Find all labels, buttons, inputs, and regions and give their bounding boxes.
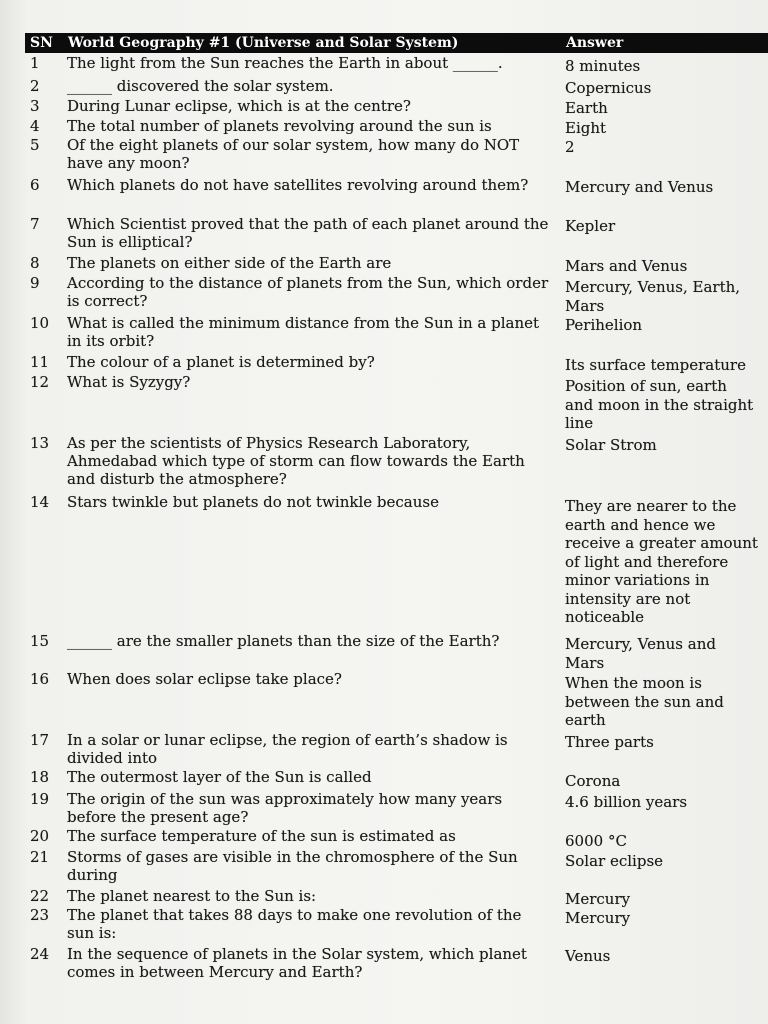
table-row <box>0 434 768 488</box>
table-row <box>0 768 768 791</box>
table-row <box>0 254 768 276</box>
answer-text <box>565 772 620 791</box>
question-line: In a solar or lunar eclipse, the region of earth’s shadow is <box>67 731 508 749</box>
question-text <box>67 54 503 72</box>
question-line: have any moon? <box>67 154 190 172</box>
table-row <box>0 670 768 730</box>
row-number: 15 <box>30 632 50 650</box>
table-row <box>0 97 768 118</box>
answer-line: Mercury and Venus <box>565 178 714 196</box>
answer-text <box>565 178 713 197</box>
row-number: 2 <box>30 77 40 95</box>
table-row <box>0 493 768 627</box>
answer-line: Mars <box>565 296 605 315</box>
table-header <box>25 33 768 53</box>
question-line: According to the distance of planets from the Sun, which order <box>67 274 549 292</box>
answer-text <box>565 356 746 375</box>
answer-text <box>565 909 630 928</box>
table-row <box>0 136 768 172</box>
row-number: 8 <box>30 254 40 272</box>
question-line: divided into <box>67 749 158 767</box>
answer-line: Three parts <box>565 733 654 751</box>
answer-text <box>565 257 687 276</box>
question-line: before the present age? <box>67 808 249 826</box>
question-text <box>67 945 527 981</box>
answer-text <box>565 119 606 138</box>
answer-text <box>565 138 575 157</box>
question-line: The origin of the sun was approximately how many years <box>67 790 503 808</box>
table-row <box>0 848 768 884</box>
question-line: What is Syzygy? <box>67 373 191 391</box>
header-answer-label: Answer <box>566 35 624 51</box>
answer-line: Mercury <box>565 909 631 927</box>
row-number: 3 <box>30 97 40 115</box>
question-line: Stars twinkle but planets do not twinkle because <box>67 493 439 511</box>
answer-line: Corona <box>565 772 621 790</box>
question-line: What is called the minimum distance from the Sun in a planet <box>67 314 540 332</box>
question-line: The total number of planets revolving around the sun is <box>67 117 492 135</box>
question-text <box>67 136 519 172</box>
question-text <box>67 848 518 884</box>
table-row <box>0 790 768 826</box>
answer-line: Eight <box>565 119 607 137</box>
answer-text <box>565 674 724 730</box>
question-line: ______ are the smaller planets than the size of the Earth? <box>67 632 500 650</box>
question-line: The planet nearest to the Sun is: <box>67 887 317 905</box>
question-line: As per the scientists of Physics Research Laboratory, <box>67 434 471 452</box>
question-line: The planets on either side of the Earth are <box>67 254 392 272</box>
answer-line: They are nearer to the <box>565 497 737 515</box>
table-row <box>0 827 768 851</box>
table-row <box>0 945 768 981</box>
question-text <box>67 254 391 272</box>
question-text <box>67 887 316 905</box>
question-line: sun is: <box>67 924 117 942</box>
row-number: 11 <box>30 353 50 371</box>
answer-line: of light and therefore <box>565 552 729 571</box>
row-number: 21 <box>30 848 50 866</box>
table-row <box>0 215 768 251</box>
table-row <box>0 117 768 138</box>
answer-text <box>565 316 642 335</box>
question-line: The light from the Sun reaches the Earth in about ______. <box>67 54 503 72</box>
row-number: 23 <box>30 906 50 924</box>
answer-line: Mars and Venus <box>565 257 688 275</box>
table-row <box>0 176 768 197</box>
answer-text <box>565 947 610 966</box>
question-text <box>67 176 528 194</box>
row-number: 10 <box>30 314 50 332</box>
worksheet-title: World Geography #1 (Universe and Solar System) <box>68 35 459 51</box>
row-number: 22 <box>30 887 50 905</box>
answer-text <box>565 278 740 315</box>
question-line: The surface temperature of the sun is estimated as <box>67 827 456 845</box>
answer-line: Kepler <box>565 217 616 235</box>
answer-line: Its surface temperature <box>565 356 746 374</box>
answer-line: 2 <box>565 138 575 156</box>
row-number: 5 <box>30 136 40 154</box>
answer-line: noticeable <box>565 608 645 626</box>
question-text <box>67 117 492 135</box>
question-text <box>67 373 190 391</box>
row-number: 7 <box>30 215 40 233</box>
question-line: Storms of gases are visible in the chromosphere of the Sun <box>67 848 518 866</box>
question-line: Sun is elliptical? <box>67 233 193 251</box>
answer-line: minor variations in <box>565 571 710 589</box>
question-line: When does solar eclipse take place? <box>67 670 342 688</box>
row-number: 20 <box>30 827 50 845</box>
row-number: 1 <box>30 54 40 72</box>
header-sn-label: SN <box>30 35 53 51</box>
answer-text <box>565 377 753 433</box>
question-text <box>67 768 372 786</box>
answer-line: receive a greater amount <box>565 534 758 552</box>
answer-line: Position of sun, earth <box>565 377 727 395</box>
question-line: Of the eight planets of our solar system, how many do NOT <box>67 136 520 154</box>
table-row <box>0 632 768 672</box>
question-text <box>67 827 456 845</box>
row-number: 13 <box>30 434 50 452</box>
question-line: Which Scientist proved that the path of each planet around the <box>67 215 549 233</box>
table-row <box>0 906 768 942</box>
row-number: 9 <box>30 274 40 292</box>
answer-line: earth <box>565 711 606 729</box>
question-text <box>67 97 411 115</box>
answer-text <box>565 793 687 812</box>
answer-line: 4.6 billion years <box>565 793 688 811</box>
question-line: in its orbit? <box>67 332 155 350</box>
answer-text <box>565 99 608 118</box>
answer-text <box>565 497 758 627</box>
question-text <box>67 314 539 350</box>
table-row <box>0 54 768 76</box>
answer-line: 6000 °C <box>565 832 627 850</box>
answer-line: Solar eclipse <box>565 852 664 870</box>
answer-line: Copernicus <box>565 79 652 97</box>
question-line: is correct? <box>67 292 148 310</box>
row-number: 19 <box>30 790 50 808</box>
question-text <box>67 215 548 251</box>
question-text <box>67 274 548 310</box>
row-number: 17 <box>30 731 50 749</box>
table-row <box>0 314 768 350</box>
answer-line: Perihelion <box>565 316 643 334</box>
answer-line: Solar Strom <box>565 436 657 454</box>
question-line: The outermost layer of the Sun is called <box>67 768 372 786</box>
table-row <box>0 373 768 433</box>
answer-line: between the sun and <box>565 692 724 711</box>
row-number: 12 <box>30 373 50 391</box>
question-text <box>67 670 342 688</box>
answer-line: and moon in the straight <box>565 395 754 414</box>
answer-text <box>565 733 654 752</box>
answer-text <box>565 57 640 76</box>
table-row <box>0 274 768 315</box>
answer-line: intensity are not <box>565 589 691 608</box>
question-text <box>67 731 508 767</box>
answer-line: Venus <box>565 947 611 965</box>
question-line: In the sequence of planets in the Solar system, which planet <box>67 945 527 963</box>
row-number: 16 <box>30 670 50 688</box>
question-text <box>67 434 525 488</box>
question-line: comes in between Mercury and Earth? <box>67 963 363 981</box>
answer-line: 8 minutes <box>565 57 641 75</box>
answer-line: Mercury, Venus, Earth, <box>565 278 741 296</box>
answer-line: When the moon is <box>565 674 702 692</box>
answer-text <box>565 217 615 236</box>
answer-line: Mercury, Venus and <box>565 635 716 653</box>
question-line: Ahmedabad which type of storm can flow towards the Earth <box>67 452 525 470</box>
answer-line: line <box>565 414 594 432</box>
question-line: The colour of a planet is determined by? <box>67 353 375 371</box>
question-text <box>67 906 521 942</box>
question-text <box>67 77 334 95</box>
table-row <box>0 731 768 767</box>
answer-text <box>565 852 663 871</box>
question-line: ______ discovered the solar system. <box>67 77 334 95</box>
table-row <box>0 353 768 375</box>
question-text <box>67 353 375 371</box>
answer-line: Earth <box>565 99 608 117</box>
answer-text <box>565 436 657 455</box>
question-text <box>67 493 439 511</box>
question-text <box>67 790 502 826</box>
question-line: The planet that takes 88 days to make one revolution of the <box>67 906 522 924</box>
question-text <box>67 632 499 650</box>
answer-text <box>565 79 651 98</box>
table-row <box>0 77 768 98</box>
row-number: 6 <box>30 176 40 194</box>
answer-text <box>565 635 716 672</box>
row-number: 4 <box>30 117 40 135</box>
question-line: during <box>67 866 118 884</box>
question-line: During Lunar eclipse, which is at the centre? <box>67 97 411 115</box>
row-number: 14 <box>30 493 50 511</box>
row-number: 18 <box>30 768 50 786</box>
question-line: Which planets do not have satellites revolving around them? <box>67 176 529 194</box>
answer-line: earth and hence we <box>565 515 716 534</box>
answer-line: Mercury <box>565 890 631 908</box>
answer-line: Mars <box>565 653 605 672</box>
row-number: 24 <box>30 945 50 963</box>
question-line: and disturb the atmosphere? <box>67 470 287 488</box>
